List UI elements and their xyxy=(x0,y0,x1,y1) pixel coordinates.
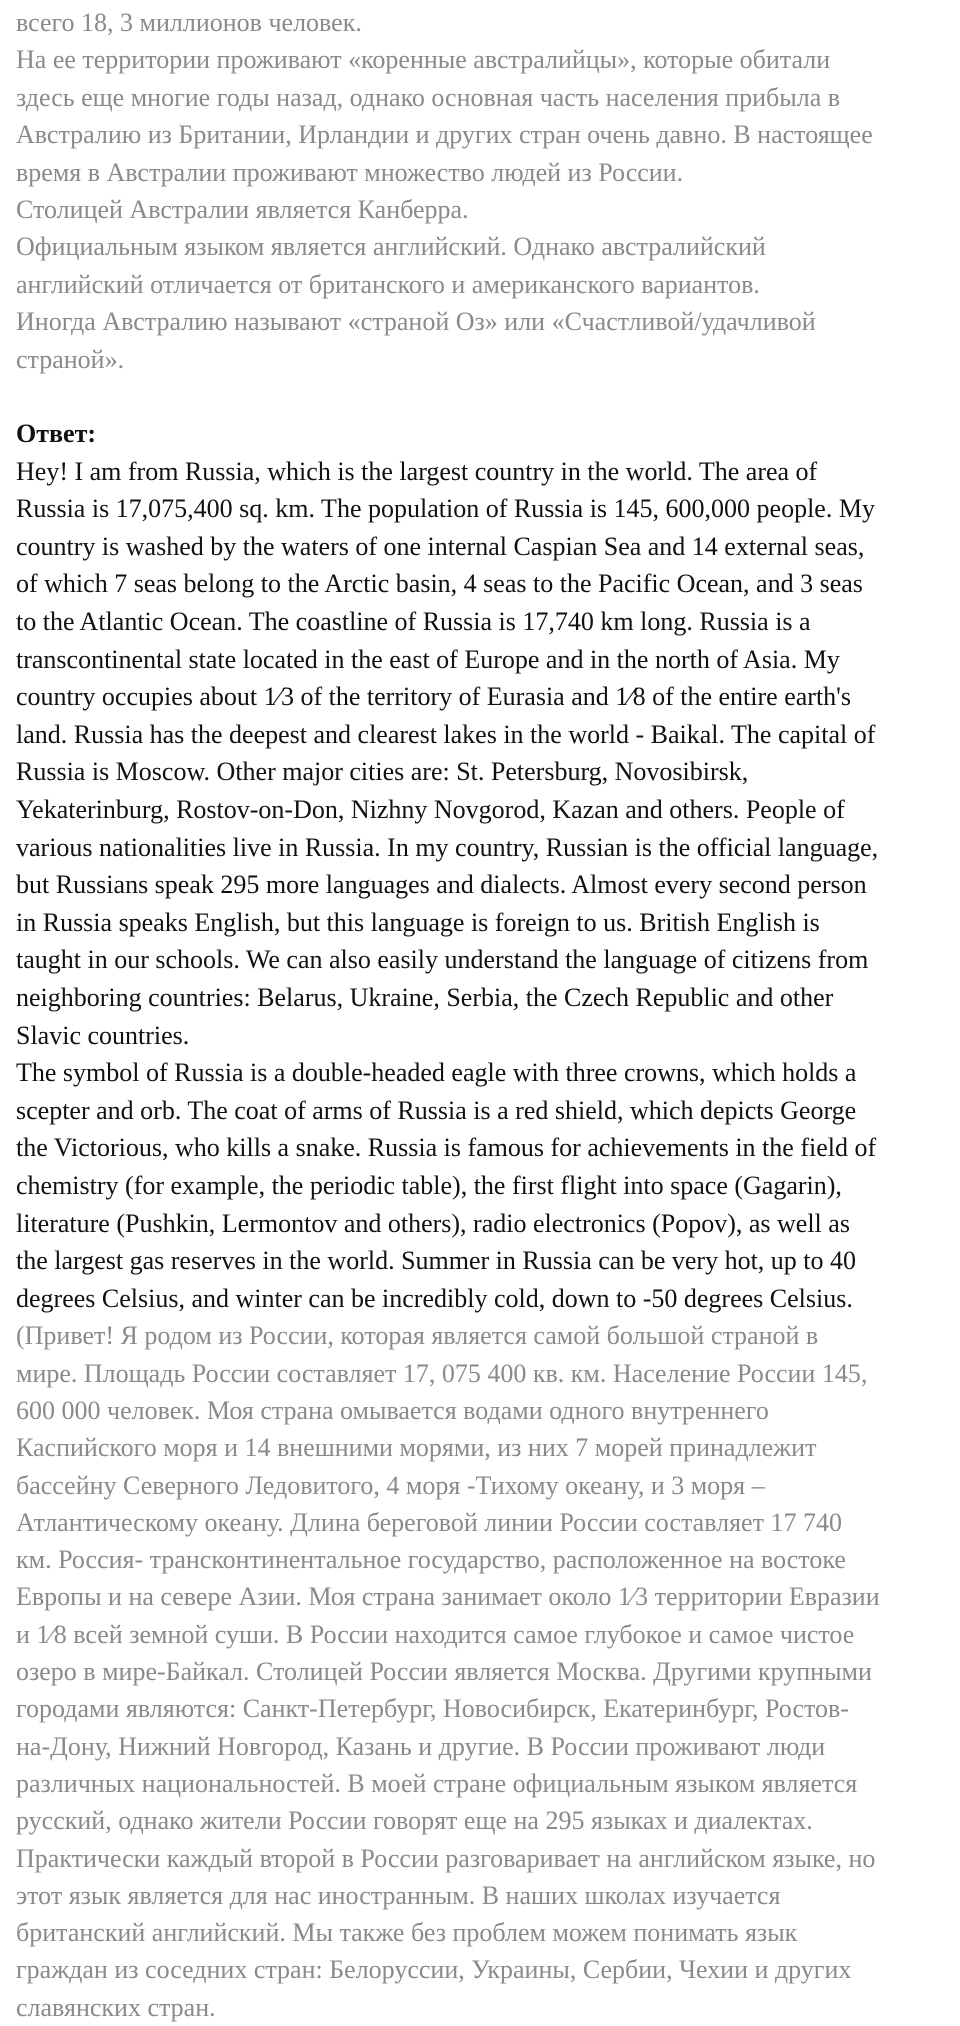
text-line: бассейну Северного Ледовитого, 4 моря -Тихому океану, и 3 моря – xyxy=(16,1470,765,1500)
text-line: Slavic countries. xyxy=(16,1020,190,1050)
text-line: здесь еще многие годы назад, однако основная часть населения прибыла в xyxy=(16,82,841,112)
text-line: to the Atlantic Ocean. The coastline of Russia is 17,740 km long. Russia is a xyxy=(16,607,811,637)
text-line: the largest gas reserves in the world. Summer in Russia can be very hot, up to 40 xyxy=(16,1246,857,1276)
text-line: the Victorious, who kills a snake. Russia is famous for achievements in the field of xyxy=(16,1133,877,1163)
intro-paragraph-ru xyxy=(16,4,946,378)
text-line: граждан из соседних стран: Белоруссии, Украины, Сербии, Чехии и других xyxy=(16,1955,852,1985)
text-line: на-Дону, Нижний Новгород, Казань и другие. В России проживают люди xyxy=(16,1731,826,1761)
text-line: На ее территории проживают «коренные австралийцы», которые обитали xyxy=(16,45,831,75)
text-line: literature (Pushkin, Lermontov and others), radio electronics (Popov), as well as xyxy=(16,1208,850,1238)
text-line: land. Russia has the deepest and clearest lakes in the world - Baikal. The capital of xyxy=(16,719,876,749)
text-line: английский отличается от британского и американского вариантов. xyxy=(16,269,760,299)
text-line: taught in our schools. We can also easily understand the language of citizens from xyxy=(16,945,869,975)
text-line: of which 7 seas belong to the Arctic basin, 4 seas to the Pacific Ocean, and 3 seas xyxy=(16,569,863,599)
text-line: и 1⁄8 всей земной суши. В России находится самое глубокое и самое чистое xyxy=(16,1619,855,1649)
translation-paragraph-ru xyxy=(16,1317,946,2026)
text-line: славянских стран. xyxy=(16,1992,216,2022)
text-line: мире. Площадь России составляет 17, 075 400 кв. км. Население России 145, xyxy=(16,1358,868,1388)
text-line: Hey! I am from Russia, which is the largest country in the world. The area of xyxy=(16,456,818,486)
text-line: Каспийского моря и 14 внешними морями, из них 7 морей принадлежит xyxy=(16,1433,817,1463)
answer-heading: Ответ: xyxy=(16,419,97,449)
text-line: озеро в мире-Байкал. Столицей России является Москва. Другими крупными xyxy=(16,1657,872,1687)
text-line: Russia is Moscow. Other major cities are: St. Petersburg, Novosibirsk, xyxy=(16,757,749,787)
text-line: Столицей Австралии является Канберра. xyxy=(16,194,469,224)
text-line: country is washed by the waters of one internal Caspian Sea and 14 external seas, xyxy=(16,531,865,561)
text-line: The symbol of Russia is a double-headed eagle with three crowns, which holds a xyxy=(16,1058,857,1088)
text-line: Практически каждый второй в России разговаривает на английском языке, но xyxy=(16,1843,876,1873)
text-line: Австралию из Британии, Ирландии и других стран очень давно. В настоящее xyxy=(16,120,873,150)
text-line: various nationalities live in Russia. In my country, Russian is the official language, xyxy=(16,832,879,862)
answer-paragraph-en xyxy=(16,453,946,1318)
text-line: городами являются: Санкт-Петербург, Новосибирск, Екатеринбург, Ростов- xyxy=(16,1694,849,1724)
text-line: Европы и на севере Азии. Моя страна занимает около 1⁄3 территории Евразии xyxy=(16,1582,880,1612)
text-line: этот язык является для нас иностранным. В наших школах изучается xyxy=(16,1880,781,1910)
text-line: различных национальностей. В моей стране официальным языком является xyxy=(16,1768,858,1798)
text-line: degrees Celsius, and winter can be incredibly cold, down to -50 degrees Celsius. xyxy=(16,1283,853,1313)
text-line: in Russia speaks English, but this language is foreign to us. British English is xyxy=(16,907,820,937)
text-line: Иногда Австралию называют «страной Оз» или «Счастливой/удачливой xyxy=(16,307,816,337)
text-line: scepter and orb. The coat of arms of Russia is a red shield, which depicts George xyxy=(16,1095,857,1125)
text-line: страной». xyxy=(16,344,125,374)
text-line: country occupies about 1⁄3 of the territory of Eurasia and 1⁄8 of the entire earth's xyxy=(16,682,851,712)
text-line: (Привет! Я родом из России, которая является самой большой страной в xyxy=(16,1321,819,1351)
text-line: neighboring countries: Belarus, Ukraine, Serbia, the Czech Republic and other xyxy=(16,983,834,1012)
text-line: русский, однако жители России говорят еще на 295 языках и диалектах. xyxy=(16,1806,813,1836)
text-line: 600 000 человек. Моя страна омывается водами одного внутреннего xyxy=(16,1395,769,1425)
text-line: Атлантическому океану. Длина береговой линии России составляет 17 740 xyxy=(16,1507,842,1537)
text-line: Официальным языком является английский. Однако австралийский xyxy=(16,232,766,262)
text-line: всего 18, 3 миллионов человек. xyxy=(16,8,362,37)
text-line: transcontinental state located in the east of Europe and in the north of Asia. My xyxy=(16,644,840,674)
document-page xyxy=(0,4,960,2026)
text-line: км. Россия- трансконтинентальное государство, расположенное на востоке xyxy=(16,1545,846,1575)
text-line: Yekaterinburg, Rostov-on-Don, Nizhny Novgorod, Kazan and others. People of xyxy=(16,795,845,825)
text-line: Russia is 17,075,400 sq. km. The population of Russia is 145, 600,000 people. My xyxy=(16,494,875,524)
text-line: chemistry (for example, the periodic table), the first flight into space (Gagarin), xyxy=(16,1170,842,1200)
text-line: but Russians speak 295 more languages and dialects. Almost every second person xyxy=(16,870,867,900)
text-line: британский английский. Мы также без проблем можем понимать язык xyxy=(16,1918,798,1948)
paragraph-gap xyxy=(16,378,946,415)
text-line: время в Австралии проживают множество людей из России. xyxy=(16,157,684,187)
